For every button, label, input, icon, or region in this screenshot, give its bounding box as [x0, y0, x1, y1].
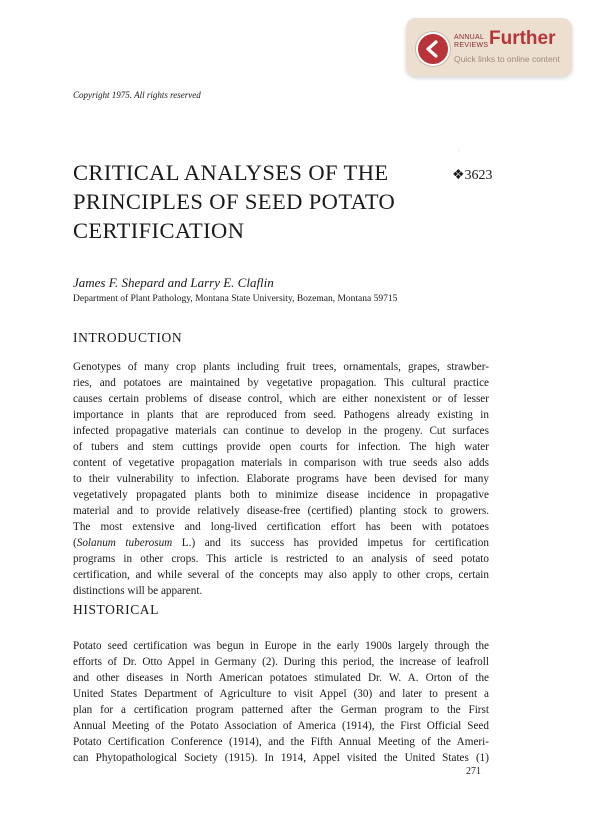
text-line: United States Department of Agriculture to visit Appel (30) and later to present a — [73, 688, 489, 700]
text-line: to their vulnerability to infection. Elaborate programs have been devised for many — [73, 473, 489, 485]
badge-top-line1: ANNUAL — [454, 34, 485, 41]
text-line: Annual Meeting of the Potato Association of America (1914), the First Official Seed — [73, 720, 489, 732]
affiliation: Department of Plant Pathology, Montana State University, Bozeman, Montana 59715 — [73, 294, 398, 304]
article-title — [73, 158, 453, 245]
play-arrow-icon — [416, 32, 450, 66]
copyright-notice: Copyright 1975. All rights reserved — [73, 90, 201, 100]
article-number: ❖3623 — [452, 168, 493, 183]
introduction-paragraph — [73, 359, 489, 599]
decorative-dot: · — [458, 148, 460, 154]
text-line: (Solanum tuberosum L.) and its success has provided impetus for certification — [73, 537, 489, 549]
text-line: efforts of Dr. Otto Appel in Germany (2). During this period, the increase of leafroll — [73, 656, 489, 668]
text-line: certification, and while several of the concepts may also apply to other crops, certain — [73, 569, 489, 581]
badge-top-line2: REVIEWS — [454, 42, 489, 49]
text-line: material and to provide relatively disease-free (certified) planting stock to growers. — [73, 505, 489, 517]
annual-reviews-logo-text — [454, 34, 488, 50]
badge-brand: Further — [489, 28, 556, 49]
text-line: distinctions will be apparent. — [73, 585, 203, 597]
section-heading-introduction: INTRODUCTION — [73, 330, 183, 345]
text-line: of tubers and stem cuttings provide open courts for infection. The high water — [73, 441, 489, 453]
text-line: vegetatively propagated plants both to minimize disease incidence in propagative — [73, 489, 489, 501]
text-line: Potato Certification Conference (1914), and the Fifth Annual Meeting of the Ameri- — [73, 736, 489, 748]
section-heading-historical: HISTORICAL — [73, 602, 160, 617]
title-line: PRINCIPLES OF SEED POTATO — [73, 189, 396, 214]
text-line: infected propagative materials can continue to develop in the progeny. Cut surfaces — [73, 425, 489, 437]
text-line: Genotypes of many crop plants including fruit trees, ornamentals, grapes, strawber- — [73, 361, 489, 373]
text-line: programs in other crops. This article is restricted to an analysis of seed potato — [73, 553, 489, 565]
title-line: CERTIFICATION — [73, 218, 245, 243]
text-line: ries, and potatoes are maintained by vegetative propagation. This cultural practice — [73, 377, 489, 389]
text-line: content of vegetative propagation materials in comparison with true seeds also adds — [73, 457, 489, 469]
species-name: Solanum tuberosum — [76, 537, 173, 549]
title-line: CRITICAL ANALYSES OF THE — [73, 160, 389, 185]
text-line: and other diseases in North American potatoes stimulated Dr. W. A. Orton of the — [73, 672, 489, 684]
further-badge[interactable] — [406, 18, 572, 76]
historical-paragraph — [73, 638, 489, 766]
text-line: plan for a certification program patterned after the German program to the First — [73, 704, 489, 716]
text-line: The most extensive and long-lived certification effort has been with potatoes — [73, 521, 489, 533]
text-line: Potato seed certification was begun in Europe in the early 1900s largely through the — [73, 640, 489, 652]
text-line: importance in plants that are reproduced from seed. Pathogens already existing in — [73, 409, 489, 421]
text-line: causes certain problems of disease control, which are either nonexistent or of lesser — [73, 393, 489, 405]
authors: James F. Shepard and Larry E. Claflin — [73, 275, 274, 290]
page-number: 271 — [466, 766, 481, 777]
badge-subtitle: Quick links to online content — [454, 54, 560, 64]
text-line: can Phytopathological Society (1915). In 1914, Appel visited the United States (1) — [73, 752, 489, 764]
